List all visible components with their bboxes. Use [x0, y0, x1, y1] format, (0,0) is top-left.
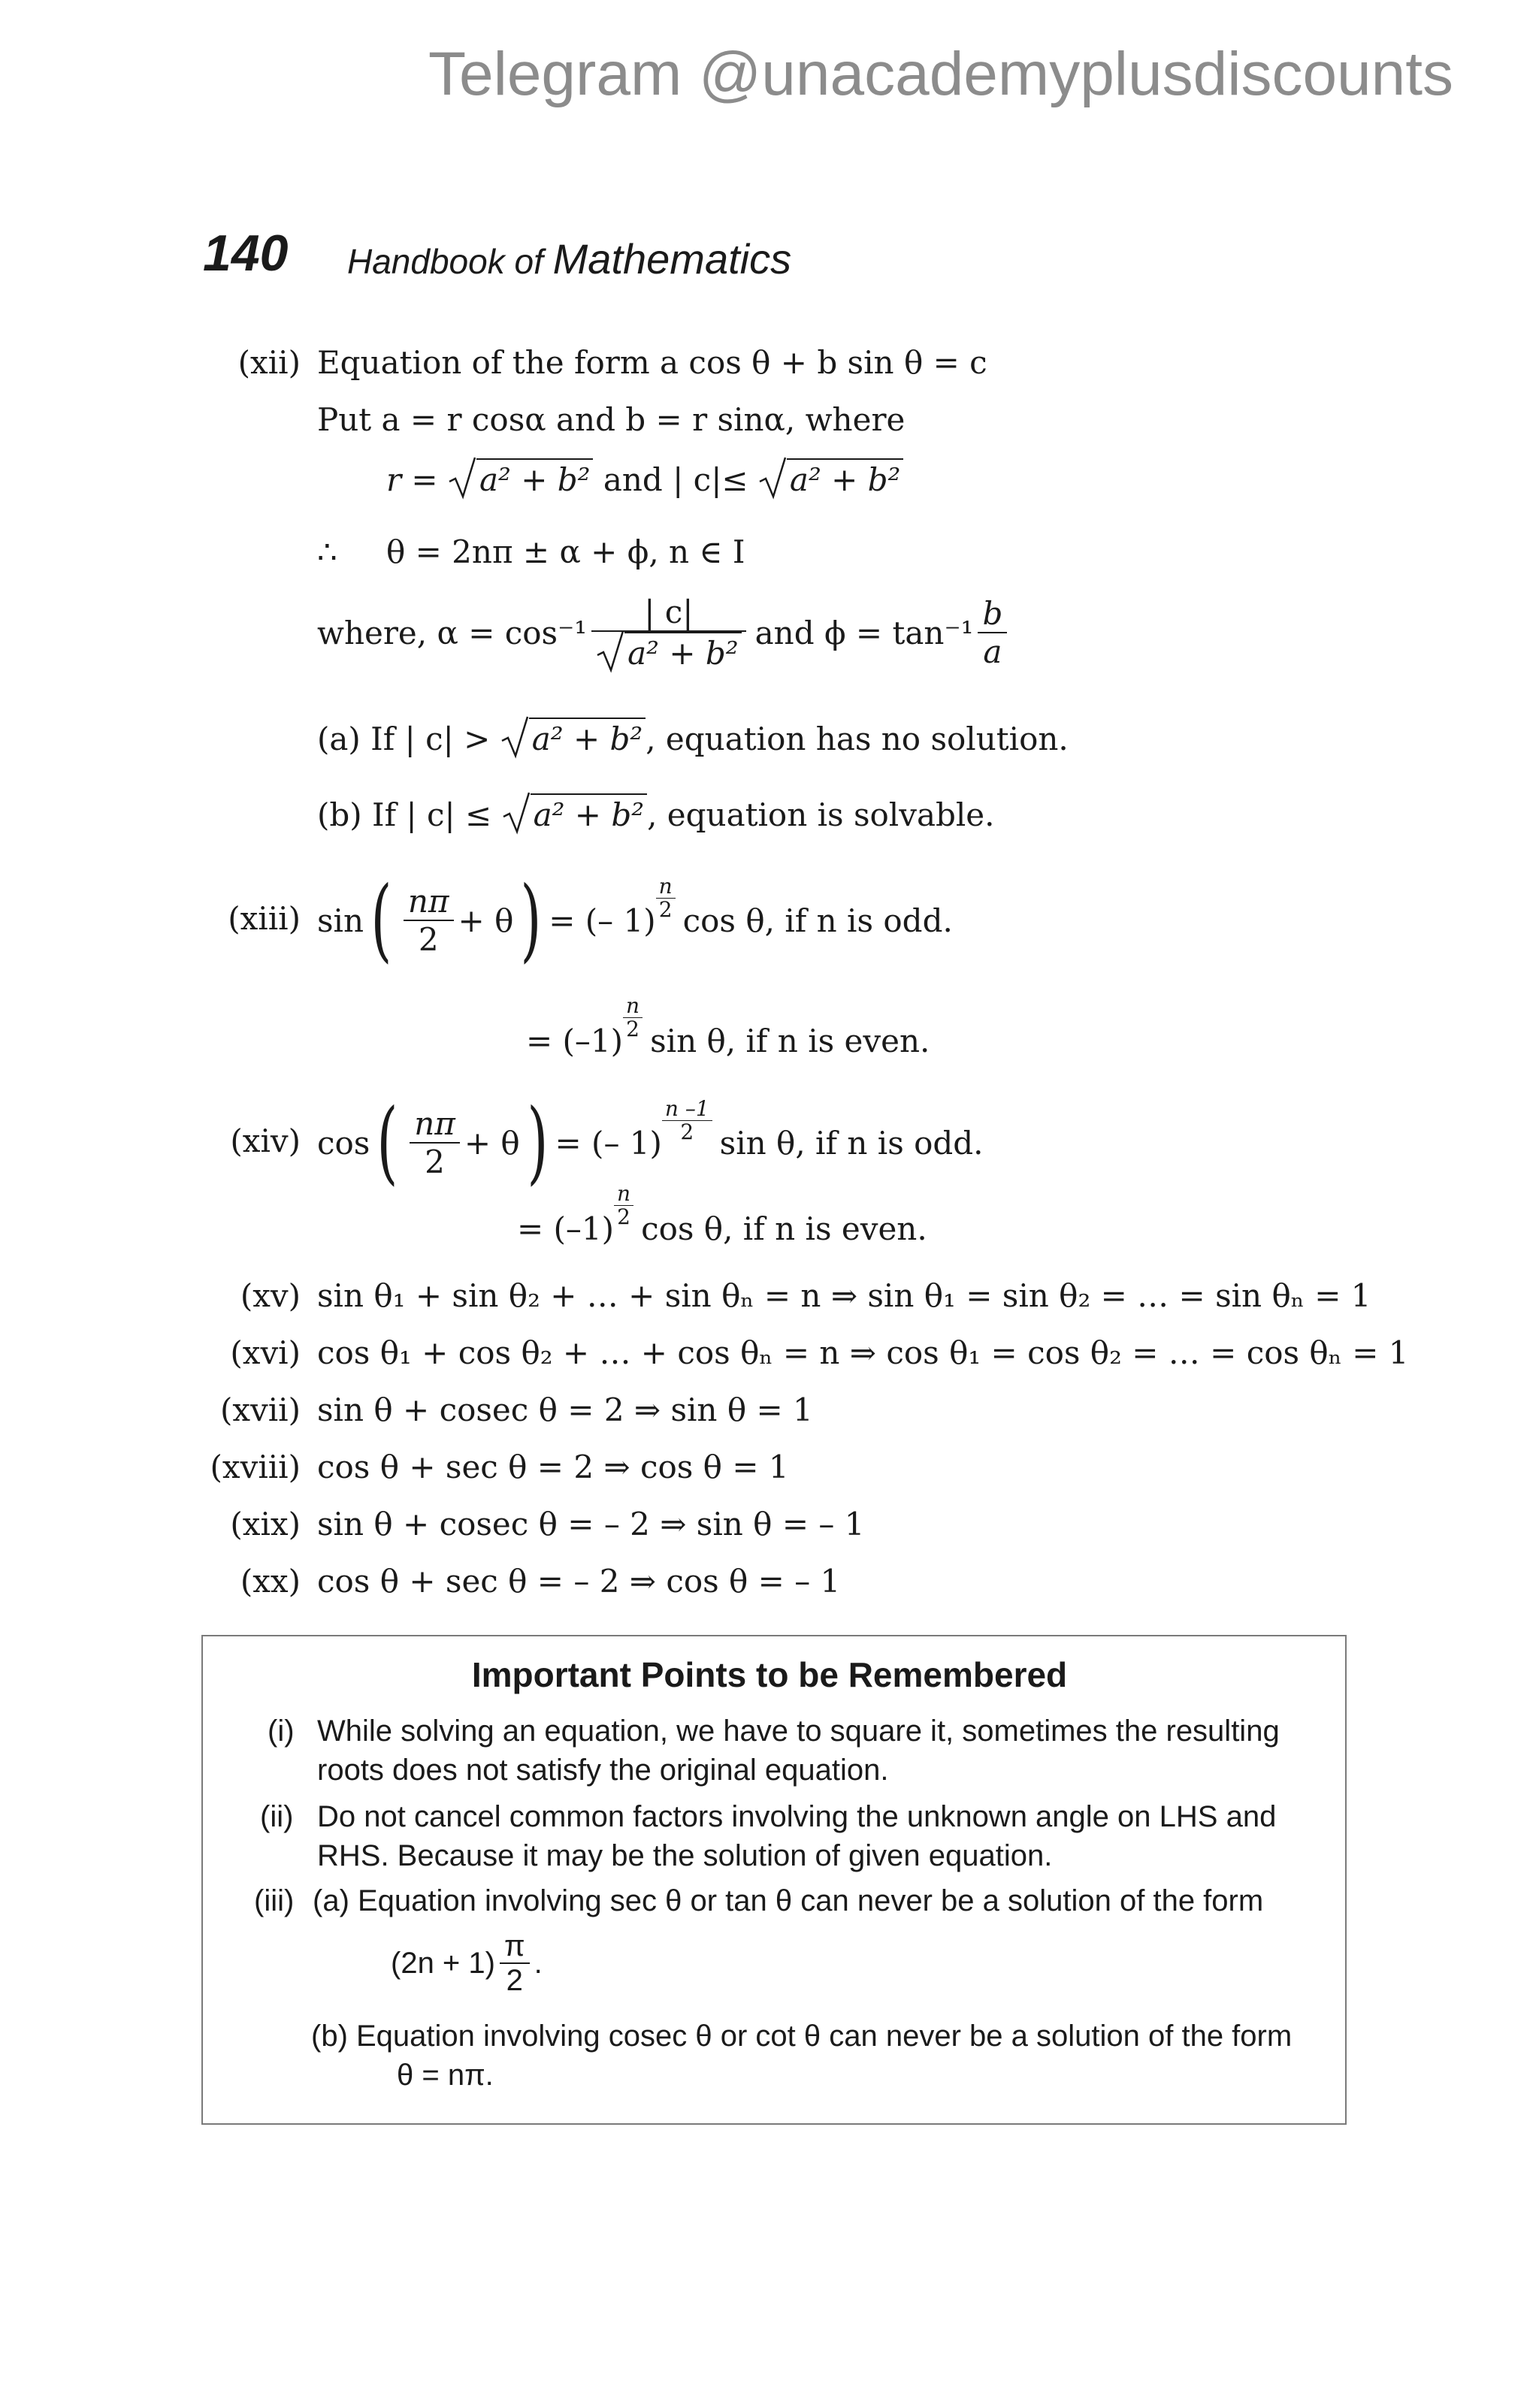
point-i-label: (i) — [268, 1715, 295, 1748]
radical-sign-icon — [758, 456, 787, 500]
case-a-prefix: (a) If | c| > — [317, 721, 491, 757]
phi-fraction — [978, 595, 1007, 670]
sqrt-radical-3 — [596, 632, 742, 672]
xiv-exponent-2 — [614, 1183, 633, 1228]
book-title-subject: Mathematics — [552, 235, 792, 282]
xiv-rhs1-tail: sin θ, if n is odd. — [719, 1124, 984, 1162]
case-b-prefix: (b) If | c| ≤ — [317, 796, 492, 833]
sqrt-radical-4 — [500, 718, 646, 757]
xiv-line2 — [517, 1180, 927, 1247]
r-radicand: a² + b² — [476, 458, 594, 498]
xiii-rhs2-tail: sin θ, if n is even. — [650, 1023, 930, 1059]
xii-r-definition — [386, 458, 903, 498]
alpha-denominator — [591, 632, 746, 672]
point-ii-label: (ii) — [260, 1800, 294, 1833]
radical-sign-icon — [448, 456, 476, 500]
where-prefix: where, α = cos⁻¹ — [317, 614, 588, 651]
point-iii-label: (iii) — [254, 1884, 295, 1917]
xiii-rhs1-base: = (– 1) — [549, 902, 656, 939]
xii-case-a — [317, 718, 1069, 757]
xiv-exp2-num: n — [614, 1183, 633, 1205]
left-paren: ( — [370, 868, 392, 972]
xii-line1: Equation of the form a cos θ + b sin θ = c — [317, 344, 987, 381]
xiv-exp1-num: n –1 — [662, 1098, 712, 1120]
watermark: Telegram @unacademyplusdiscounts — [428, 40, 1454, 108]
xiii-plus-theta: + θ — [458, 902, 514, 939]
book-title-prefix: Handbook of — [347, 242, 543, 281]
point-i-line2: roots does not satisfy the original equation. — [317, 1754, 889, 1787]
alpha-fraction — [591, 594, 746, 672]
item-xviii-text: cos θ + sec θ = 2 ⇒ cos θ = 1 — [317, 1449, 789, 1485]
point-ii-line2: RHS. Because it may be the solution of given equation. — [317, 1839, 1053, 1872]
alpha-radicand: a² + b² — [624, 632, 742, 672]
page-number: 140 — [203, 225, 289, 282]
phi-numerator: b — [978, 595, 1007, 633]
where-alpha-phi — [317, 594, 1011, 672]
case-a-radicand: a² + b² — [529, 718, 646, 757]
xiii-exp2-num: n — [623, 995, 643, 1017]
item-label-xvi: (xvi) — [230, 1334, 301, 1371]
xiii-exponent-2 — [623, 995, 643, 1040]
point-iii-b-expr: θ = nπ. — [397, 2059, 494, 2092]
iii-a-den: 2 — [506, 1964, 523, 1997]
r-def-mid: and | c|≤ — [603, 461, 748, 498]
point-i-line1: While solving an equation, we have to square it, sometimes the resulting — [317, 1715, 1280, 1748]
xiii-exp2-den: 2 — [626, 1016, 639, 1041]
item-label-xvii: (xvii) — [219, 1391, 301, 1428]
r-def-lhs: r = — [386, 461, 438, 498]
xiv-rhs2-base: = (–1) — [517, 1210, 615, 1247]
xiii-line1 — [317, 857, 953, 984]
theta-general-solution: θ = 2nπ ± α + ϕ, n ∈ I — [386, 533, 745, 570]
iii-a-expr-text: (2n + 1) — [391, 1947, 495, 1980]
item-xv-text: sin θ₁ + sin θ₂ + … + sin θₙ = n ⇒ sin θ₁ = sin θ₂ = … = sin θₙ = 1 — [317, 1277, 1371, 1314]
important-points-title: Important Points to be Remembered — [471, 1655, 1068, 1694]
xiv-fraction — [410, 1105, 460, 1180]
item-xx-text: cos θ + sec θ = – 2 ⇒ cos θ = – 1 — [317, 1563, 841, 1600]
xii-case-b — [317, 793, 995, 833]
xiv-rhs2-tail: cos θ, if n is even. — [641, 1210, 927, 1247]
xiv-exp2-den: 2 — [617, 1204, 630, 1229]
point-ii-line1: Do not cancel common factors involving the unknown angle on LHS and — [317, 1800, 1277, 1833]
item-label-xv: (xv) — [240, 1277, 301, 1314]
xiii-exp-den: 2 — [658, 896, 673, 922]
case-b-radicand: a² + b² — [531, 793, 648, 833]
xiii-exp-num: n — [656, 875, 676, 898]
right-paren: ) — [527, 1090, 549, 1195]
point-iii-a: (a) Equation involving sec θ or tan θ can never be a solution of the form — [313, 1884, 1264, 1917]
case-b-suffix: , equation is solvable. — [647, 796, 995, 833]
item-label-xii: (xii) — [237, 344, 301, 381]
xiv-exp1-den: 2 — [680, 1119, 694, 1144]
xiii-line2 — [526, 992, 930, 1059]
iii-a-fraction — [500, 1929, 530, 1997]
sqrt-radical-2 — [758, 458, 904, 498]
point-iii-b: (b) Equation involving cosec θ or cot θ can never be a solution of the form — [311, 2020, 1293, 2053]
radical-sign-icon — [502, 791, 531, 835]
radical-sign-icon — [500, 715, 529, 759]
and-phi: and ϕ = tan⁻¹ — [754, 614, 974, 651]
item-label-xiv: (xiv) — [230, 1122, 301, 1159]
xiv-exponent — [662, 1098, 712, 1143]
alpha-numerator: | c| — [591, 594, 746, 632]
xiv-func: cos — [317, 1124, 370, 1162]
left-paren: ( — [376, 1090, 398, 1195]
sqrt-radical-5 — [502, 793, 648, 833]
item-label-xx: (xx) — [240, 1563, 301, 1600]
item-label-xix: (xix) — [230, 1506, 301, 1542]
radical-sign-icon — [596, 630, 624, 673]
therefore-symbol: ∴ — [317, 533, 337, 570]
xiii-frac-den: 2 — [418, 921, 439, 958]
iii-a-end: . — [534, 1947, 543, 1980]
xiv-frac-num: nπ — [410, 1105, 460, 1144]
iii-a-num: π — [500, 1929, 530, 1964]
phi-denominator: a — [983, 633, 1002, 670]
xii-line2: Put a = r cosα and b = r sinα, where — [317, 401, 906, 438]
xiii-rhs2-base: = (–1) — [526, 1023, 624, 1059]
right-paren: ) — [520, 868, 542, 972]
item-xvi-text: cos θ₁ + cos θ₂ + … + cos θₙ = n ⇒ cos θ₁ = cos θ₂ = … = cos θₙ = 1 — [317, 1334, 1409, 1371]
book-title — [347, 234, 791, 283]
item-label-xiii: (xiii) — [228, 900, 301, 937]
xiii-func: sin — [317, 902, 364, 939]
item-xix-text: sin θ + cosec θ = – 2 ⇒ sin θ = – 1 — [317, 1506, 865, 1542]
case-a-suffix: , equation has no solution. — [646, 721, 1069, 757]
point-iii-a-expr — [391, 1929, 543, 1997]
item-xvii-text: sin θ + cosec θ = 2 ⇒ sin θ = 1 — [317, 1391, 813, 1428]
xiii-rhs1-tail: cos θ, if n is odd. — [682, 902, 953, 939]
xiii-exponent — [656, 875, 676, 920]
r-radicand-2: a² + b² — [787, 458, 904, 498]
xiii-fraction — [404, 883, 454, 958]
xiv-frac-den: 2 — [425, 1144, 445, 1180]
xiii-frac-num: nπ — [404, 883, 454, 921]
item-label-xviii: (xviii) — [210, 1449, 301, 1485]
sqrt-radical — [448, 458, 594, 498]
xiv-plus-theta: + θ — [464, 1124, 520, 1162]
xiv-rhs1-base: = (– 1) — [555, 1124, 662, 1162]
